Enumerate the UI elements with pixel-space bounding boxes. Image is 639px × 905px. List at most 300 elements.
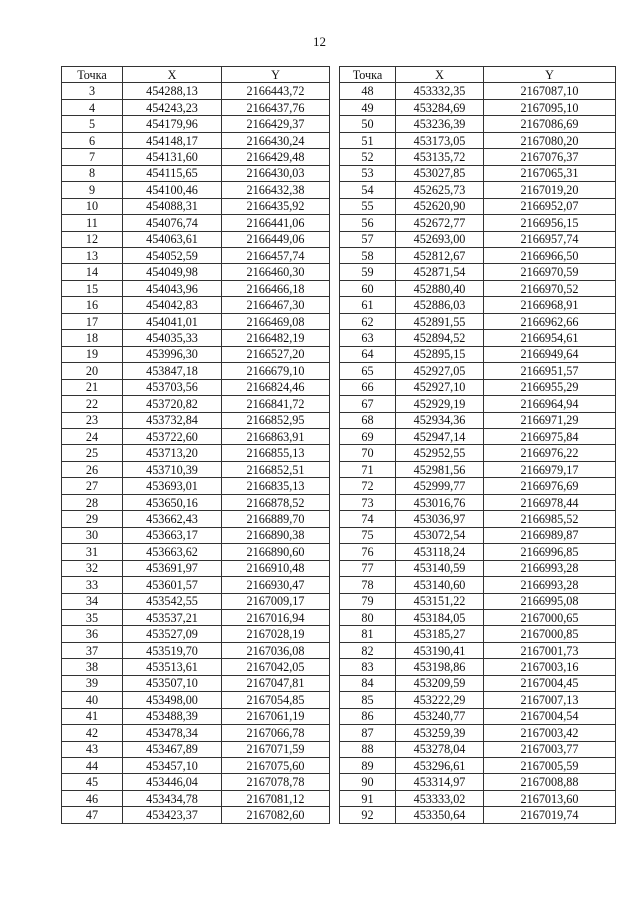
table-row bbox=[340, 560, 616, 576]
y-coordinate-cell: 2166429,37 bbox=[222, 116, 330, 132]
point-number-cell: 68 bbox=[340, 412, 396, 428]
table-row bbox=[62, 313, 330, 329]
x-coordinate-cell: 453434,78 bbox=[123, 790, 222, 806]
point-number-cell: 43 bbox=[62, 741, 123, 757]
point-number-cell: 91 bbox=[340, 790, 396, 806]
x-coordinate-cell: 452981,56 bbox=[396, 461, 484, 477]
table-row bbox=[62, 708, 330, 724]
point-number-cell: 7 bbox=[62, 149, 123, 165]
table-row bbox=[340, 642, 616, 658]
y-coordinate-cell: 2166863,91 bbox=[222, 428, 330, 444]
table-row bbox=[62, 412, 330, 428]
point-number-cell: 75 bbox=[340, 527, 396, 543]
point-number-cell: 69 bbox=[340, 428, 396, 444]
table-row bbox=[340, 396, 616, 412]
point-number-cell: 57 bbox=[340, 231, 396, 247]
table-row bbox=[62, 99, 330, 115]
table-row bbox=[62, 428, 330, 444]
x-coordinate-cell: 453720,82 bbox=[123, 396, 222, 412]
header-x: X bbox=[123, 67, 222, 83]
table-row bbox=[340, 198, 616, 214]
y-coordinate-cell: 2166430,24 bbox=[222, 132, 330, 148]
y-coordinate-cell: 2167019,20 bbox=[484, 182, 616, 198]
point-number-cell: 76 bbox=[340, 544, 396, 560]
table-row bbox=[340, 379, 616, 395]
x-coordinate-cell: 454049,98 bbox=[123, 264, 222, 280]
point-number-cell: 42 bbox=[62, 725, 123, 741]
point-number-cell: 34 bbox=[62, 593, 123, 609]
y-coordinate-cell: 2166679,10 bbox=[222, 363, 330, 379]
y-coordinate-cell: 2166467,30 bbox=[222, 297, 330, 313]
y-coordinate-cell: 2167028,19 bbox=[222, 626, 330, 642]
y-coordinate-cell: 2167003,42 bbox=[484, 725, 616, 741]
y-coordinate-cell: 2166852,51 bbox=[222, 461, 330, 477]
x-coordinate-cell: 453140,60 bbox=[396, 577, 484, 593]
y-coordinate-cell: 2166975,84 bbox=[484, 428, 616, 444]
table-row bbox=[62, 478, 330, 494]
table-row bbox=[62, 642, 330, 658]
x-coordinate-cell: 453722,60 bbox=[123, 428, 222, 444]
table-row bbox=[62, 758, 330, 774]
table-row bbox=[340, 412, 616, 428]
y-coordinate-cell: 2167061,19 bbox=[222, 708, 330, 724]
table-row bbox=[62, 132, 330, 148]
table-row bbox=[340, 99, 616, 115]
table-row bbox=[340, 149, 616, 165]
y-coordinate-cell: 2167081,12 bbox=[222, 790, 330, 806]
x-coordinate-cell: 453507,10 bbox=[123, 675, 222, 691]
x-coordinate-cell: 454076,74 bbox=[123, 215, 222, 231]
x-coordinate-cell: 453478,34 bbox=[123, 725, 222, 741]
point-number-cell: 47 bbox=[62, 807, 123, 823]
y-coordinate-cell: 2166976,69 bbox=[484, 478, 616, 494]
point-number-cell: 28 bbox=[62, 494, 123, 510]
table-row bbox=[340, 116, 616, 132]
y-coordinate-cell: 2167007,13 bbox=[484, 692, 616, 708]
point-number-cell: 29 bbox=[62, 511, 123, 527]
x-coordinate-cell: 453016,76 bbox=[396, 494, 484, 510]
header-point: Точка bbox=[340, 67, 396, 83]
table-row bbox=[62, 741, 330, 757]
y-coordinate-cell: 2167003,16 bbox=[484, 659, 616, 675]
point-number-cell: 85 bbox=[340, 692, 396, 708]
x-coordinate-cell: 452812,67 bbox=[396, 247, 484, 263]
coordinates-table-left bbox=[61, 66, 330, 824]
point-number-cell: 92 bbox=[340, 807, 396, 823]
y-coordinate-cell: 2167095,10 bbox=[484, 99, 616, 115]
x-coordinate-cell: 454042,83 bbox=[123, 297, 222, 313]
x-coordinate-cell: 453118,24 bbox=[396, 544, 484, 560]
table-row bbox=[62, 577, 330, 593]
x-coordinate-cell: 452880,40 bbox=[396, 280, 484, 296]
point-number-cell: 18 bbox=[62, 330, 123, 346]
x-coordinate-cell: 454115,65 bbox=[123, 165, 222, 181]
x-coordinate-cell: 453284,69 bbox=[396, 99, 484, 115]
x-coordinate-cell: 454088,31 bbox=[123, 198, 222, 214]
y-coordinate-cell: 2167078,78 bbox=[222, 774, 330, 790]
x-coordinate-cell: 453350,64 bbox=[396, 807, 484, 823]
y-coordinate-cell: 2166482,19 bbox=[222, 330, 330, 346]
table-row bbox=[62, 609, 330, 625]
y-coordinate-cell: 2166910,48 bbox=[222, 560, 330, 576]
point-number-cell: 41 bbox=[62, 708, 123, 724]
point-number-cell: 74 bbox=[340, 511, 396, 527]
point-number-cell: 82 bbox=[340, 642, 396, 658]
table-row bbox=[62, 363, 330, 379]
x-coordinate-cell: 454288,13 bbox=[123, 83, 222, 99]
point-number-cell: 56 bbox=[340, 215, 396, 231]
y-coordinate-cell: 2166466,18 bbox=[222, 280, 330, 296]
point-number-cell: 8 bbox=[62, 165, 123, 181]
y-coordinate-cell: 2167066,78 bbox=[222, 725, 330, 741]
x-coordinate-cell: 453691,97 bbox=[123, 560, 222, 576]
x-coordinate-cell: 453173,05 bbox=[396, 132, 484, 148]
table-row bbox=[340, 725, 616, 741]
point-number-cell: 45 bbox=[62, 774, 123, 790]
x-coordinate-cell: 453663,62 bbox=[123, 544, 222, 560]
point-number-cell: 23 bbox=[62, 412, 123, 428]
table-row bbox=[340, 478, 616, 494]
y-coordinate-cell: 2167000,85 bbox=[484, 626, 616, 642]
x-coordinate-cell: 453198,86 bbox=[396, 659, 484, 675]
x-coordinate-cell: 453847,18 bbox=[123, 363, 222, 379]
table-row bbox=[340, 675, 616, 691]
table-row bbox=[340, 297, 616, 313]
y-coordinate-cell: 2167005,59 bbox=[484, 758, 616, 774]
x-coordinate-cell: 453072,54 bbox=[396, 527, 484, 543]
x-coordinate-cell: 453996,30 bbox=[123, 346, 222, 362]
x-coordinate-cell: 453036,97 bbox=[396, 511, 484, 527]
x-coordinate-cell: 452620,90 bbox=[396, 198, 484, 214]
y-coordinate-cell: 2166527,20 bbox=[222, 346, 330, 362]
point-number-cell: 88 bbox=[340, 741, 396, 757]
point-number-cell: 27 bbox=[62, 478, 123, 494]
table-row bbox=[62, 297, 330, 313]
y-coordinate-cell: 2166956,15 bbox=[484, 215, 616, 231]
point-number-cell: 79 bbox=[340, 593, 396, 609]
point-number-cell: 84 bbox=[340, 675, 396, 691]
point-number-cell: 16 bbox=[62, 297, 123, 313]
header-y: Y bbox=[222, 67, 330, 83]
table-row bbox=[340, 313, 616, 329]
table-row bbox=[62, 659, 330, 675]
table-row bbox=[340, 215, 616, 231]
point-number-cell: 78 bbox=[340, 577, 396, 593]
table-row bbox=[340, 494, 616, 510]
point-number-cell: 36 bbox=[62, 626, 123, 642]
y-coordinate-cell: 2166951,57 bbox=[484, 363, 616, 379]
table-row bbox=[340, 659, 616, 675]
point-number-cell: 39 bbox=[62, 675, 123, 691]
table-row bbox=[62, 560, 330, 576]
y-coordinate-cell: 2166449,06 bbox=[222, 231, 330, 247]
y-coordinate-cell: 2166970,52 bbox=[484, 280, 616, 296]
y-coordinate-cell: 2166993,28 bbox=[484, 577, 616, 593]
x-coordinate-cell: 453135,72 bbox=[396, 149, 484, 165]
y-coordinate-cell: 2166971,29 bbox=[484, 412, 616, 428]
y-coordinate-cell: 2166835,13 bbox=[222, 478, 330, 494]
point-number-cell: 60 bbox=[340, 280, 396, 296]
y-coordinate-cell: 2166968,91 bbox=[484, 297, 616, 313]
point-number-cell: 72 bbox=[340, 478, 396, 494]
point-number-cell: 38 bbox=[62, 659, 123, 675]
x-coordinate-cell: 452895,15 bbox=[396, 346, 484, 362]
table-row bbox=[340, 132, 616, 148]
x-coordinate-cell: 453710,39 bbox=[123, 461, 222, 477]
x-coordinate-cell: 453240,77 bbox=[396, 708, 484, 724]
y-coordinate-cell: 2167042,05 bbox=[222, 659, 330, 675]
point-number-cell: 9 bbox=[62, 182, 123, 198]
coordinates-table-right bbox=[339, 66, 616, 824]
y-coordinate-cell: 2166441,06 bbox=[222, 215, 330, 231]
x-coordinate-cell: 453296,61 bbox=[396, 758, 484, 774]
table-row bbox=[62, 116, 330, 132]
table-row bbox=[340, 280, 616, 296]
x-coordinate-cell: 453190,41 bbox=[396, 642, 484, 658]
y-coordinate-cell: 2166957,74 bbox=[484, 231, 616, 247]
point-number-cell: 14 bbox=[62, 264, 123, 280]
point-number-cell: 20 bbox=[62, 363, 123, 379]
x-coordinate-cell: 454179,96 bbox=[123, 116, 222, 132]
y-coordinate-cell: 2167004,54 bbox=[484, 708, 616, 724]
x-coordinate-cell: 453519,70 bbox=[123, 642, 222, 658]
table-row bbox=[62, 346, 330, 362]
table-row bbox=[62, 247, 330, 263]
x-coordinate-cell: 453513,61 bbox=[123, 659, 222, 675]
header-y: Y bbox=[484, 67, 616, 83]
x-coordinate-cell: 453732,84 bbox=[123, 412, 222, 428]
x-coordinate-cell: 453488,39 bbox=[123, 708, 222, 724]
table-row bbox=[62, 165, 330, 181]
table-row bbox=[340, 807, 616, 823]
x-coordinate-cell: 453423,37 bbox=[123, 807, 222, 823]
x-coordinate-cell: 452999,77 bbox=[396, 478, 484, 494]
table-row bbox=[340, 774, 616, 790]
y-coordinate-cell: 2166966,50 bbox=[484, 247, 616, 263]
point-number-cell: 81 bbox=[340, 626, 396, 642]
y-coordinate-cell: 2166954,61 bbox=[484, 330, 616, 346]
y-coordinate-cell: 2166457,74 bbox=[222, 247, 330, 263]
table-row bbox=[62, 527, 330, 543]
table-row bbox=[62, 280, 330, 296]
point-number-cell: 11 bbox=[62, 215, 123, 231]
x-coordinate-cell: 454063,61 bbox=[123, 231, 222, 247]
point-number-cell: 12 bbox=[62, 231, 123, 247]
x-coordinate-cell: 453703,56 bbox=[123, 379, 222, 395]
x-coordinate-cell: 453457,10 bbox=[123, 758, 222, 774]
y-coordinate-cell: 2166930,47 bbox=[222, 577, 330, 593]
table-row bbox=[62, 511, 330, 527]
y-coordinate-cell: 2166852,95 bbox=[222, 412, 330, 428]
x-coordinate-cell: 453498,00 bbox=[123, 692, 222, 708]
table-row bbox=[62, 807, 330, 823]
point-number-cell: 10 bbox=[62, 198, 123, 214]
point-number-cell: 19 bbox=[62, 346, 123, 362]
y-coordinate-cell: 2166996,85 bbox=[484, 544, 616, 560]
x-coordinate-cell: 453209,59 bbox=[396, 675, 484, 691]
table-row bbox=[62, 264, 330, 280]
point-number-cell: 32 bbox=[62, 560, 123, 576]
point-number-cell: 31 bbox=[62, 544, 123, 560]
table-row bbox=[62, 725, 330, 741]
point-number-cell: 46 bbox=[62, 790, 123, 806]
x-coordinate-cell: 453713,20 bbox=[123, 445, 222, 461]
y-coordinate-cell: 2167004,45 bbox=[484, 675, 616, 691]
table-row bbox=[340, 527, 616, 543]
y-coordinate-cell: 2166437,76 bbox=[222, 99, 330, 115]
x-coordinate-cell: 453537,21 bbox=[123, 609, 222, 625]
point-number-cell: 77 bbox=[340, 560, 396, 576]
table-row bbox=[62, 330, 330, 346]
x-coordinate-cell: 454035,33 bbox=[123, 330, 222, 346]
point-number-cell: 70 bbox=[340, 445, 396, 461]
point-number-cell: 71 bbox=[340, 461, 396, 477]
y-coordinate-cell: 2167076,37 bbox=[484, 149, 616, 165]
y-coordinate-cell: 2166443,72 bbox=[222, 83, 330, 99]
point-number-cell: 13 bbox=[62, 247, 123, 263]
page-number: 12 bbox=[313, 34, 326, 49]
y-coordinate-cell: 2167086,69 bbox=[484, 116, 616, 132]
point-number-cell: 26 bbox=[62, 461, 123, 477]
x-coordinate-cell: 452927,05 bbox=[396, 363, 484, 379]
y-coordinate-cell: 2167000,65 bbox=[484, 609, 616, 625]
header-x: X bbox=[396, 67, 484, 83]
table-row bbox=[62, 149, 330, 165]
x-coordinate-cell: 453662,43 bbox=[123, 511, 222, 527]
x-coordinate-cell: 452927,10 bbox=[396, 379, 484, 395]
point-number-cell: 80 bbox=[340, 609, 396, 625]
point-number-cell: 63 bbox=[340, 330, 396, 346]
table-header-row bbox=[340, 67, 616, 83]
point-number-cell: 73 bbox=[340, 494, 396, 510]
x-coordinate-cell: 452947,14 bbox=[396, 428, 484, 444]
point-number-cell: 44 bbox=[62, 758, 123, 774]
point-number-cell: 15 bbox=[62, 280, 123, 296]
point-number-cell: 58 bbox=[340, 247, 396, 263]
point-number-cell: 48 bbox=[340, 83, 396, 99]
point-number-cell: 24 bbox=[62, 428, 123, 444]
y-coordinate-cell: 2166432,38 bbox=[222, 182, 330, 198]
point-number-cell: 35 bbox=[62, 609, 123, 625]
y-coordinate-cell: 2166430,03 bbox=[222, 165, 330, 181]
x-coordinate-cell: 452886,03 bbox=[396, 297, 484, 313]
table-row bbox=[340, 247, 616, 263]
table-row bbox=[340, 577, 616, 593]
y-coordinate-cell: 2167065,31 bbox=[484, 165, 616, 181]
point-number-cell: 87 bbox=[340, 725, 396, 741]
x-coordinate-cell: 452871,54 bbox=[396, 264, 484, 280]
y-coordinate-cell: 2167080,20 bbox=[484, 132, 616, 148]
table-row bbox=[340, 231, 616, 247]
table-row bbox=[62, 83, 330, 99]
point-number-cell: 17 bbox=[62, 313, 123, 329]
point-number-cell: 52 bbox=[340, 149, 396, 165]
y-coordinate-cell: 2166978,44 bbox=[484, 494, 616, 510]
y-coordinate-cell: 2167016,94 bbox=[222, 609, 330, 625]
point-number-cell: 25 bbox=[62, 445, 123, 461]
y-coordinate-cell: 2166993,28 bbox=[484, 560, 616, 576]
table-row bbox=[62, 544, 330, 560]
point-number-cell: 3 bbox=[62, 83, 123, 99]
point-number-cell: 33 bbox=[62, 577, 123, 593]
table-row bbox=[340, 626, 616, 642]
y-coordinate-cell: 2167013,60 bbox=[484, 790, 616, 806]
x-coordinate-cell: 452934,36 bbox=[396, 412, 484, 428]
y-coordinate-cell: 2166952,07 bbox=[484, 198, 616, 214]
table-row bbox=[340, 544, 616, 560]
point-number-cell: 65 bbox=[340, 363, 396, 379]
table-header-row bbox=[62, 67, 330, 83]
y-coordinate-cell: 2167075,60 bbox=[222, 758, 330, 774]
point-number-cell: 55 bbox=[340, 198, 396, 214]
y-coordinate-cell: 2167047,81 bbox=[222, 675, 330, 691]
table-row bbox=[340, 461, 616, 477]
x-coordinate-cell: 453184,05 bbox=[396, 609, 484, 625]
table-row bbox=[340, 363, 616, 379]
x-coordinate-cell: 453236,39 bbox=[396, 116, 484, 132]
table-row bbox=[340, 182, 616, 198]
table-row bbox=[340, 790, 616, 806]
x-coordinate-cell: 453222,29 bbox=[396, 692, 484, 708]
table-row bbox=[62, 396, 330, 412]
x-coordinate-cell: 453151,22 bbox=[396, 593, 484, 609]
table-row bbox=[340, 83, 616, 99]
x-coordinate-cell: 452891,55 bbox=[396, 313, 484, 329]
table-row bbox=[62, 379, 330, 395]
x-coordinate-cell: 453332,35 bbox=[396, 83, 484, 99]
y-coordinate-cell: 2166989,87 bbox=[484, 527, 616, 543]
y-coordinate-cell: 2167071,59 bbox=[222, 741, 330, 757]
x-coordinate-cell: 453259,39 bbox=[396, 725, 484, 741]
point-number-cell: 21 bbox=[62, 379, 123, 395]
point-number-cell: 54 bbox=[340, 182, 396, 198]
x-coordinate-cell: 453446,04 bbox=[123, 774, 222, 790]
y-coordinate-cell: 2166979,17 bbox=[484, 461, 616, 477]
x-coordinate-cell: 453527,09 bbox=[123, 626, 222, 642]
y-coordinate-cell: 2167003,77 bbox=[484, 741, 616, 757]
table-row bbox=[62, 461, 330, 477]
table-row bbox=[340, 593, 616, 609]
point-number-cell: 22 bbox=[62, 396, 123, 412]
table-row bbox=[340, 165, 616, 181]
point-number-cell: 5 bbox=[62, 116, 123, 132]
table-row bbox=[62, 215, 330, 231]
x-coordinate-cell: 452625,73 bbox=[396, 182, 484, 198]
y-coordinate-cell: 2166855,13 bbox=[222, 445, 330, 461]
point-number-cell: 66 bbox=[340, 379, 396, 395]
table-row bbox=[62, 182, 330, 198]
y-coordinate-cell: 2166824,46 bbox=[222, 379, 330, 395]
x-coordinate-cell: 454243,23 bbox=[123, 99, 222, 115]
point-number-cell: 83 bbox=[340, 659, 396, 675]
table-row bbox=[340, 445, 616, 461]
table-row bbox=[62, 198, 330, 214]
y-coordinate-cell: 2166985,52 bbox=[484, 511, 616, 527]
x-coordinate-cell: 453185,27 bbox=[396, 626, 484, 642]
point-number-cell: 64 bbox=[340, 346, 396, 362]
x-coordinate-cell: 453601,57 bbox=[123, 577, 222, 593]
point-number-cell: 40 bbox=[62, 692, 123, 708]
y-coordinate-cell: 2166964,94 bbox=[484, 396, 616, 412]
table-row bbox=[340, 428, 616, 444]
point-number-cell: 4 bbox=[62, 99, 123, 115]
point-number-cell: 86 bbox=[340, 708, 396, 724]
y-coordinate-cell: 2166949,64 bbox=[484, 346, 616, 362]
x-coordinate-cell: 454148,17 bbox=[123, 132, 222, 148]
y-coordinate-cell: 2167054,85 bbox=[222, 692, 330, 708]
x-coordinate-cell: 454041,01 bbox=[123, 313, 222, 329]
y-coordinate-cell: 2166469,08 bbox=[222, 313, 330, 329]
